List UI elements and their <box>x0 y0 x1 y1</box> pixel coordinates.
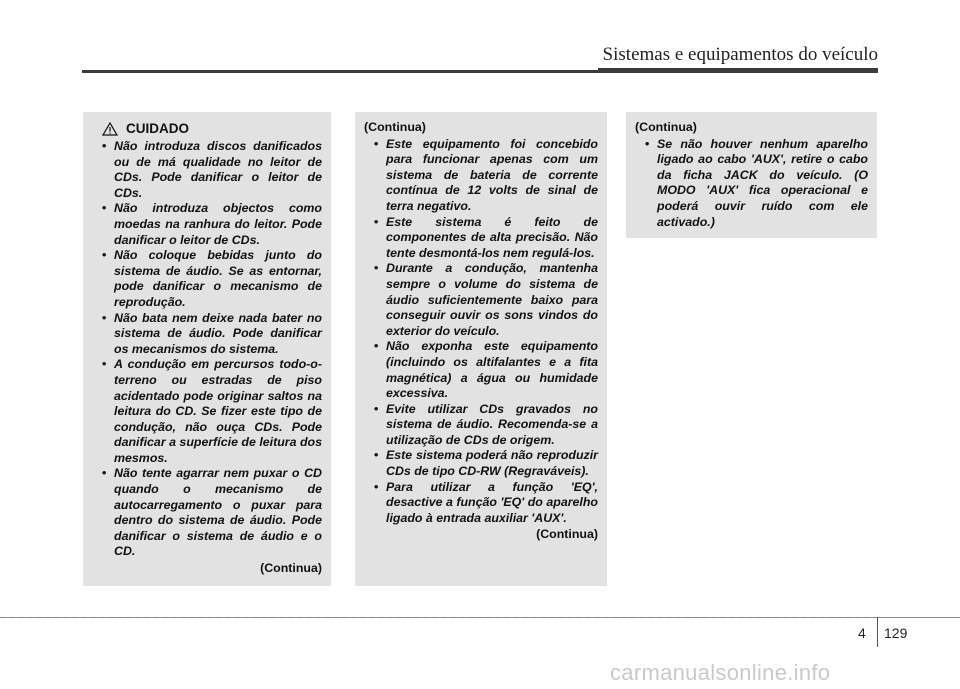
page-number-separator <box>877 617 878 647</box>
list-item: • Este sistema é feito de componentes de alta precisão. Não tente desmontá-los nem regulá-los. <box>374 214 598 260</box>
list-item: • Não coloque bebidas junto do sistema de áudio. Se as entornar, pode danificar o mecanismo de reprodução. <box>102 248 322 309</box>
continued-label: (Continua) <box>536 527 598 542</box>
caution-title: CUIDADO <box>126 121 189 137</box>
watermark: carmanualsonline.info <box>610 660 831 685</box>
footer-rule <box>0 617 876 618</box>
chapter-number: 4 <box>858 625 866 641</box>
caution-list <box>92 139 322 560</box>
list-item: • Não introduza objectos como moedas na ranhura do leitor. Pode danificar o leitor de CDs. <box>102 201 322 247</box>
caution-list <box>635 137 868 231</box>
list-item: • Não bata nem deixe nada bater no sistema de áudio. Pode danificar os mecanismos do sistema. <box>102 310 322 356</box>
list-item: • Durante a condução, mantenha sempre o volume do sistema de áudio suficientemente baixo para conseguir ouvir os sons vindos do exterior do veículo. <box>374 261 598 338</box>
list-item: • Evite utilizar CDs gravados no sistema de áudio. Recomenda-se a utilização de CDs de origem. <box>374 401 598 447</box>
list-item: • Se não houver nenhum aparelho ligado ao cabo 'AUX', retire o cabo da ficha JACK do veículo. (O MODO 'AUX' fica operacional e poderá ouvir ruído com ele activado.) <box>645 136 868 229</box>
continued-label: (Continua) <box>260 561 322 576</box>
list-item: • Não introduza discos danificados ou de má qualidade no leitor de CDs. Pode danificar o leitor de CDs. <box>102 139 322 200</box>
header-rule <box>82 70 878 73</box>
list-item: • Este equipamento foi concebido para funcionar apenas com um sistema de bateria de corrente contínua de 12 volts de sinal de terra negativo. <box>374 136 598 213</box>
page-header-title: Sistemas e equipamentos do veículo <box>602 44 878 65</box>
caution-box <box>83 112 331 586</box>
list-item: • Para utilizar a função 'EQ', desactive a função 'EQ' do aparelho ligado à entrada auxiliar 'AUX'. <box>374 479 598 525</box>
warning-triangle-icon <box>102 122 118 136</box>
footer-rule-right <box>876 617 960 618</box>
list-item: • Não exponha este equipamento (incluindo os altifalantes e a fita magnética) a água ou humidade excessiva. <box>374 339 598 401</box>
list-item: • Não tente agarrar nem puxar o CD quando o mecanismo de autocarregamento o puxar para dentro do sistema de áudio. Pode danificar o sistema de áudio e o CD. <box>102 466 322 559</box>
caution-box-final <box>626 112 877 238</box>
continued-label-top: (Continua) <box>635 120 697 134</box>
continued-label-top: (Continua) <box>364 120 426 134</box>
page-number: 129 <box>884 625 908 641</box>
list-item: • Este sistema poderá não reproduzir CDs de tipo CD-RW (Regraváveis). <box>374 448 598 479</box>
caution-heading <box>102 120 322 138</box>
list-item: • A condução em percursos todo-o-terreno ou estradas de piso acidentado pode originar saltos na leitura do CD. Se fizer este tipo de condução, não ouça CDs. Pode danificar a superfície de leitura dos mesmos. <box>102 357 322 465</box>
caution-list <box>364 137 598 527</box>
caution-box-continued <box>355 112 607 586</box>
